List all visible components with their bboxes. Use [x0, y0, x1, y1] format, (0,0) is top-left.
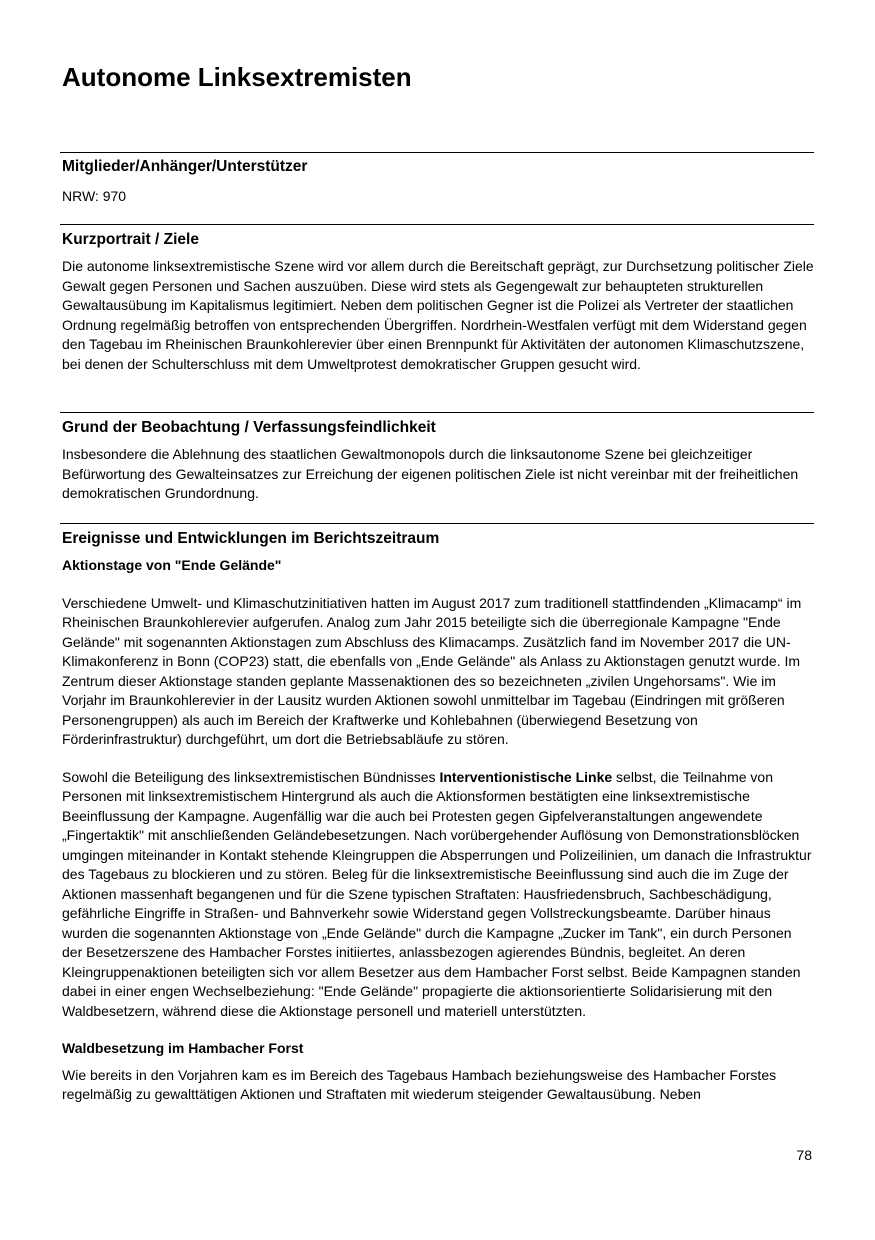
paragraph-klimacamp: Verschiedene Umwelt- und Klimaschutzinitiativen hatten im August 2017 zum traditionell stattfindenden „Klimacamp“ im Rheinischen Braunkohlerevier aufgerufen. Analog zum Jahr 2015 beteiligte sich die überregionale Kampagne "Ende Gelände" mit sogenannten Aktionstagen zum Abschluss des Klimacamps. Zusätzlich fand im November 2017 die UN-Klimakonferenz in Bonn (COP23) statt, die ebenfalls von „Ende Gelände" als Anlass zu Aktionstagen genutzt wurde. Im Zentrum dieser Aktionstage standen geplante Massenaktionen des so bezeichneten „zivilen Ungehorsams". Wie im Vorjahr im Braunkohlerevier in der Lausitz wurden Aktionen sowohl unmittelbar im Tagebau (Eindringen mit größeren Personengruppen) als auch im Bereich der Kraftwerke und Kohlebahnen (überwiegend Besetzung von Förderinfrastruktur) durchgeführt, um dort die Betriebsabläufe zu stören. [62, 594, 802, 747]
section-text: NRW: 970 [62, 188, 127, 204]
section-heading: Mitglieder/Anhänger/Unterstützer [62, 158, 308, 175]
section-heading: Kurzportrait / Ziele [62, 231, 199, 248]
paragraph-beeinflussung [60, 768, 814, 1022]
section-events [60, 523, 814, 1105]
section-portrait [60, 224, 814, 374]
paragraph-text: selbst, die Teilnahme von Personen mit linksextremistischem Hintergrund als auch die Aktionsformen bestätigten eine linksextremistische Beeinflussung der Kampagne. Augenfällig war die auch bei Protesten gegen Gipfelveranstaltungen angewendete „Fingertaktik" mit anschließenden Geländebesetzungen. Nach vorübergehender Auflösung von Demonstrationsblöcken umgingen miteinander in Kontakt stehende Kleingruppen die Absperrungen und Polizeilinien, um danach die Infrastruktur des Tagebaus zu blockieren und zu stören. Beleg für die linksextremistische Beeinflussung sind auch die im Zuge der Aktionen massenhaft begangenen und für die Szene typischen Straftaten: Hausfriedensbruch, Sachbeschädigung, gefährliche Eingriffe in Straßen- und Bahnverkehr sowie Widerstand gegen Vollstreckungsbeamte. Darüber hinaus wurden die sogenannten Aktionstage von „Ende Gelände" durch die Kampagne „Zucker im Tank", ein durch Personen der Besetzerszene des Hambacher Forstes initiiertes, anlassbezogen agierendes Bündnis, begleitet. An deren Kleingruppenaktionen beteiligten sich vor allem Besetzer aus dem Hambacher Forst selbst. Beide Kampagnen standen dabei in einer engen Wechselbeziehung: "Ende Gelände" propagierte die aktionsorientierte Solidarisierung mit den Waldbesetzern, während diese die Aktionstage personell und materiell unterstützten. [62, 768, 812, 1019]
section-heading: Grund der Beobachtung / Verfassungsfeindlichkeit [62, 419, 436, 436]
section-members [60, 152, 814, 207]
organization-name: Interventionistische Linke [439, 768, 613, 785]
section-text: Die autonome linksextremistische Szene wird vor allem durch die Bereitschaft geprägt, zur Durchsetzung politischer Ziele Gewalt gegen Personen und Sachen auszuüben. Diese wird stets als Gegengewalt zur behaupteten strukturellen Gewaltausübung im Kapitalismus legitimiert. Neben dem politischen Gegner ist die Polizei als Vertreter der staatlichen Ordnung regelmäßig betroffen von entsprechenden Übergriffen. Nordrhein-Westfalen verfügt mit dem Widerstand gegen den Tagebau im Rheinischen Braunkohlerevier über einen Brennpunkt für Aktivitäten der autonomen Klimaschutzszene, bei denen der Schulterschluss mit dem Umweltprotest demokratischer Gruppen gesucht wird. [62, 258, 814, 372]
paragraph-hambach: Wie bereits in den Vorjahren kam es im Bereich des Tagebaus Hambach beziehungsweise des Hambacher Forstes regelmäßig zu gewalttätigen Aktionen und Straftaten mit wiederum steigender Gewaltausübung. Neben [62, 1066, 777, 1102]
section-text: Insbesondere die Ablehnung des staatlichen Gewaltmonopols durch die linksautonome Szene bei gleichzeitiger Befürwortung des Gewalteinsatzes zur Erreichung der eigenen politischen Ziele ist nicht vereinbar mit der freiheitlichen demokratischen Grundordnung. [62, 446, 799, 501]
page-number: 78 [796, 1147, 812, 1163]
subheading-hambacher-forst: Waldbesetzung im Hambacher Forst [62, 1040, 304, 1056]
document-title: Autonome Linksextremisten [62, 62, 412, 92]
section-reason [60, 412, 814, 504]
section-heading: Ereignisse und Entwicklungen im Berichtszeitraum [62, 530, 440, 547]
paragraph-text: Sowohl die Beteiligung des linksextremistischen Bündnisses [62, 768, 440, 785]
subheading-ende-gelaende: Aktionstage von "Ende Gelände" [62, 557, 282, 573]
